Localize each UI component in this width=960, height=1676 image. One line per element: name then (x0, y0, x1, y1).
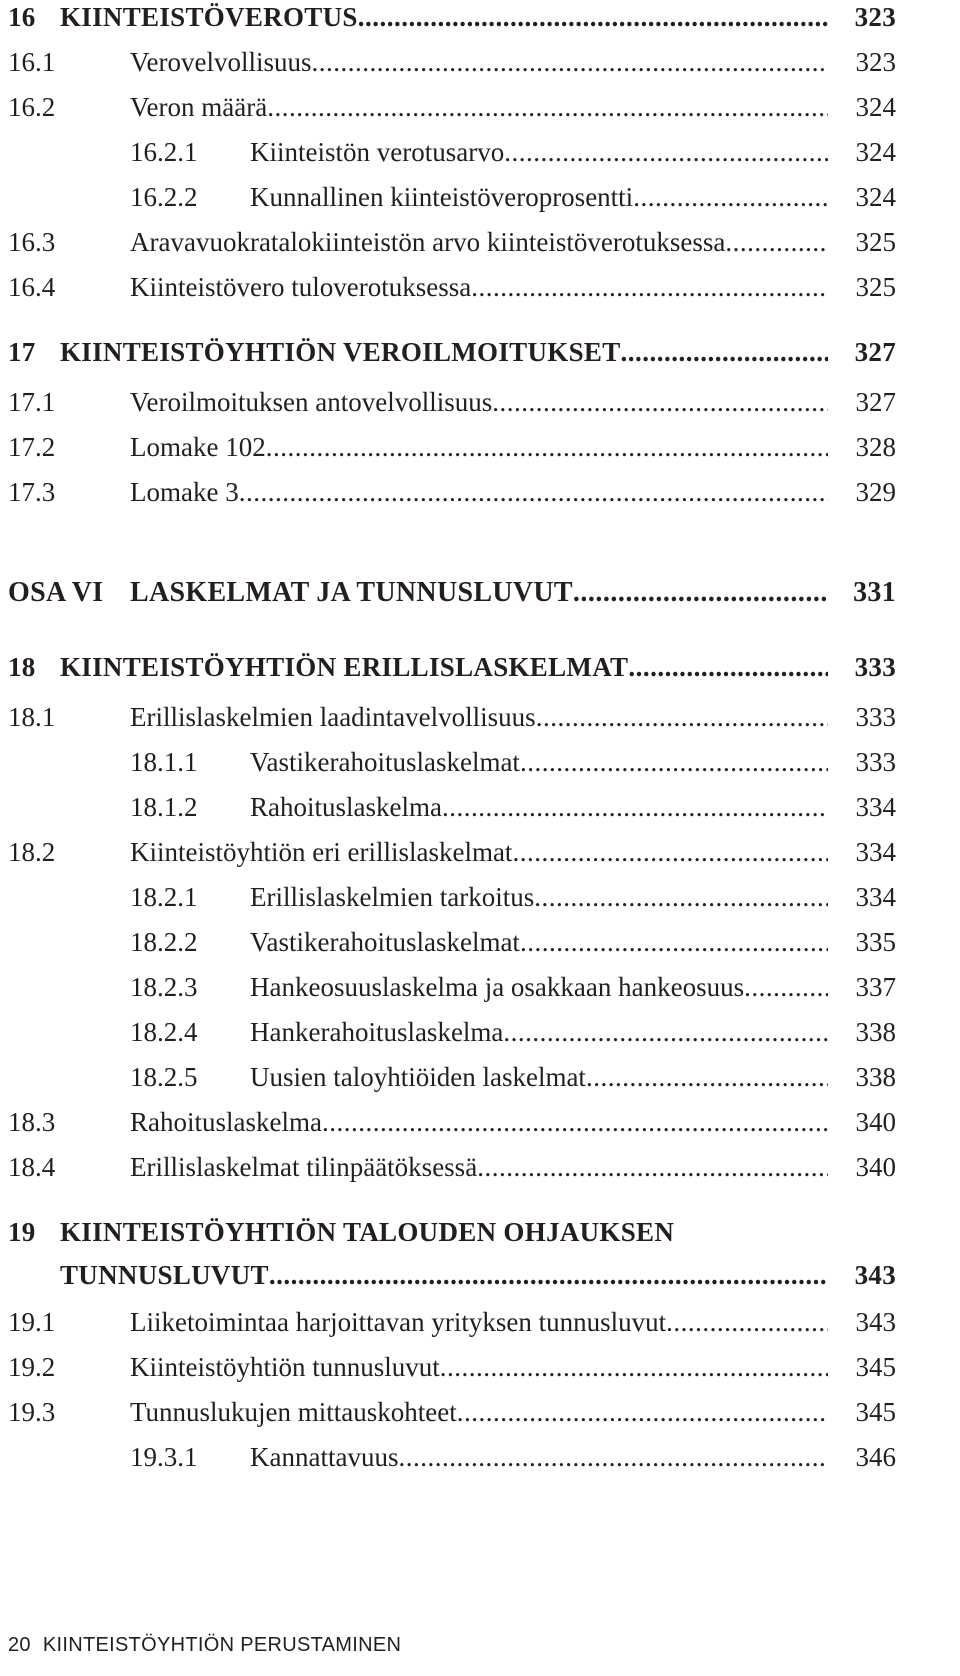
toc-entry-number: 19 (8, 1217, 36, 1247)
toc-entry-page: 345 (855, 1352, 896, 1382)
toc-entry-number: 17.3 (8, 477, 56, 507)
toc-entry-page: 333 (855, 747, 896, 777)
toc-entry-number: 18.1.2 (130, 792, 198, 822)
toc-entry-number: 18.1.1 (130, 747, 198, 777)
toc-entry-title: Hankerahoituslaskelma (250, 1017, 504, 1047)
toc-entry[interactable] (130, 927, 896, 971)
toc-entry-title: Vastikerahoituslaskelmat (250, 747, 520, 777)
toc-leader-dots (666, 1307, 828, 1338)
toc-leader-dots (266, 432, 828, 463)
toc-entry-title: Erillislaskelmat tilinpäätöksessä (130, 1152, 478, 1182)
toc-entry-number: 16.4 (8, 272, 56, 302)
toc-entry-title: Lomake 102 (130, 432, 266, 462)
toc-entry-page: 340 (855, 1107, 896, 1137)
toc-entry-page: 324 (855, 137, 896, 167)
toc-entry-number: 19.3 (8, 1397, 56, 1427)
toc-entry-number: 16.3 (8, 227, 56, 257)
toc-entry[interactable] (8, 1152, 896, 1196)
toc-entry-number: 18.2.4 (130, 1017, 198, 1047)
toc-leader-dots (492, 387, 828, 418)
toc-entry-number: 18.1 (8, 702, 56, 732)
toc-entry[interactable] (130, 792, 896, 836)
toc-entry-page: 325 (855, 272, 896, 302)
toc-leader-dots (504, 137, 828, 168)
toc-entry-page: 327 (855, 387, 896, 417)
toc-entry-number: 17.1 (8, 387, 56, 417)
toc-entry[interactable] (8, 1260, 896, 1304)
toc-entry-page: 333 (854, 652, 896, 682)
toc-entry-title: Kunnallinen kiinteistöveroprosentti (250, 182, 634, 212)
toc-entry-number: 16.2.2 (130, 182, 198, 212)
toc-entry-page: 345 (855, 1397, 896, 1427)
toc-entry-number: 16 (8, 2, 36, 32)
toc-entry-number: 19.3.1 (130, 1442, 198, 1472)
toc-entry[interactable] (8, 577, 896, 621)
toc-entry-page: 331 (853, 577, 896, 608)
toc-entry-number: OSA VI (8, 577, 104, 608)
toc-entry-title: KIINTEISTÖYHTIÖN ERILLISLASKELMAT (60, 652, 629, 682)
toc-leader-dots (573, 577, 828, 609)
toc-leader-dots (471, 272, 828, 303)
toc-leader-dots (269, 1260, 828, 1291)
toc-entry[interactable] (130, 747, 896, 791)
toc-leader-dots (312, 47, 829, 78)
toc-entry-title: Kiinteistövero tuloverotuksessa (130, 272, 472, 302)
toc-entry-page: 323 (855, 47, 896, 77)
toc-entry-title: KIINTEISTÖYHTIÖN TALOUDEN OHJAUKSEN (60, 1217, 675, 1247)
toc-entry[interactable] (8, 227, 896, 271)
toc-leader-dots (322, 1107, 828, 1138)
toc-leader-dots (586, 1062, 828, 1093)
footer-page-number: 20 (8, 1634, 31, 1656)
toc-entry-number: 16.2 (8, 92, 56, 122)
toc-entry-title: Tunnuslukujen mittauskohteet (130, 1397, 457, 1427)
toc-entry-title: Kiinteistön verotusarvo (250, 137, 505, 167)
toc-entry-number: 17 (8, 337, 36, 367)
toc-entry[interactable] (8, 702, 896, 746)
toc-entry[interactable] (8, 92, 896, 136)
toc-entry-title: Hankeosuuslaskelma ja osakkaan hankeosuus (250, 972, 745, 1002)
toc-entry[interactable] (8, 47, 896, 91)
toc-entry[interactable] (8, 387, 896, 431)
toc-entry-title: Verovelvollisuus (130, 47, 312, 77)
toc-entry-page: 324 (855, 92, 896, 122)
toc-entry-number: 18.2.2 (130, 927, 198, 957)
toc-leader-dots (536, 702, 828, 733)
toc-leader-dots (440, 1352, 828, 1383)
footer-book-title: KIINTEISTÖYHTIÖN PERUSTAMINEN (42, 1634, 402, 1656)
toc-entry-title: Rahoituslaskelma (130, 1107, 322, 1137)
toc-leader-dots (744, 972, 828, 1003)
toc-entry-page: 323 (854, 2, 896, 32)
toc-entry-number: 16.1 (8, 47, 56, 77)
toc-leader-dots (725, 227, 828, 258)
toc-entry-page: 327 (854, 337, 896, 367)
toc-entry-title: Aravavuokratalokiinteistön arvo kiinteistöverotuksessa (130, 227, 726, 257)
toc-leader-dots (239, 477, 828, 508)
toc-entry-title: Erillislaskelmien tarkoitus (250, 882, 535, 912)
toc-entry-title: Veron määrä (130, 92, 268, 122)
toc-entry[interactable] (8, 652, 896, 696)
toc-entry-number: 18.2.3 (130, 972, 198, 1002)
toc-entry-title: Uusien taloyhtiöiden laskelmat (250, 1062, 586, 1092)
toc-leader-dots (358, 2, 828, 33)
toc-entry[interactable] (8, 477, 896, 521)
toc-leader-dots (503, 1017, 828, 1048)
toc-entry-page: 334 (855, 792, 896, 822)
toc-entry-title: Liiketoimintaa harjoittavan yrityksen tunnusluvut (130, 1307, 667, 1337)
toc-entry-page: 333 (855, 702, 896, 732)
toc-entry[interactable] (8, 1217, 896, 1261)
toc-entry[interactable] (130, 972, 896, 1016)
toc-entry-page: 343 (854, 1260, 896, 1290)
toc-entry-title: Kiinteistöyhtiön eri erillislaskelmat (130, 837, 513, 867)
toc-entry-title: TUNNUSLUVUT (60, 1260, 269, 1290)
toc-leader-dots (512, 837, 828, 868)
toc-entry[interactable] (8, 1107, 896, 1151)
toc-leader-dots (534, 882, 828, 913)
toc-entry-page: 338 (855, 1062, 896, 1092)
toc-entry[interactable] (130, 182, 896, 226)
toc-entry-page: 325 (855, 227, 896, 257)
toc-entry-number: 18.4 (8, 1152, 56, 1182)
toc-entry-title: KIINTEISTÖVEROTUS (60, 2, 358, 32)
toc-leader-dots (633, 182, 828, 213)
toc-entry[interactable] (8, 1397, 896, 1441)
toc-leader-dots (520, 927, 828, 958)
toc-entry-page: 335 (855, 927, 896, 957)
toc-entry-title: LASKELMAT JA TUNNUSLUVUT (130, 577, 573, 608)
toc-entry-number: 18.2 (8, 837, 56, 867)
toc-entry-page: 334 (855, 837, 896, 867)
toc-entry[interactable] (8, 837, 896, 881)
toc-entry-page: 324 (855, 182, 896, 212)
toc-entry-number: 18 (8, 652, 36, 682)
toc-leader-dots (520, 747, 828, 778)
toc-entry-number: 18.3 (8, 1107, 56, 1137)
toc-entry-title: Veroilmoituksen antovelvollisuus (130, 387, 493, 417)
toc-entry[interactable] (130, 1017, 896, 1061)
toc-entry[interactable] (8, 1352, 896, 1396)
toc-entry-title: Rahoituslaskelma (250, 792, 442, 822)
toc-leader-dots (457, 1397, 828, 1428)
toc-entry-page: 328 (855, 432, 896, 462)
toc-entry[interactable] (8, 337, 896, 381)
toc-leader-dots (477, 1152, 828, 1183)
toc-entry[interactable] (130, 1442, 896, 1486)
toc-entry-title: Vastikerahoituslaskelmat (250, 927, 520, 957)
toc-entry[interactable] (8, 2, 896, 46)
toc-leader-dots (267, 92, 828, 123)
toc-leader-dots (621, 337, 828, 368)
toc-entry-page: 334 (855, 882, 896, 912)
toc-entry[interactable] (130, 137, 896, 181)
toc-entry-title: Kiinteistöyhtiön tunnusluvut (130, 1352, 440, 1382)
toc-entry[interactable] (8, 272, 896, 316)
page-footer (8, 1634, 401, 1657)
toc-entry-page: 346 (855, 1442, 896, 1472)
toc-entry-number: 18.2.1 (130, 882, 198, 912)
toc-entry[interactable] (130, 882, 896, 926)
toc-entry-number: 16.2.1 (130, 137, 198, 167)
toc-leader-dots (398, 1442, 828, 1473)
toc-entry-number: 19.2 (8, 1352, 56, 1382)
toc-entry-number: 17.2 (8, 432, 56, 462)
toc-entry-title: Lomake 3 (130, 477, 239, 507)
toc-leader-dots (628, 652, 828, 683)
toc-entry-page: 340 (855, 1152, 896, 1182)
toc-entry-page: 338 (855, 1017, 896, 1047)
toc-entry-number: 18.2.5 (130, 1062, 198, 1092)
toc-entry-title: KIINTEISTÖYHTIÖN VEROILMOITUKSET (60, 337, 621, 367)
toc-entry-title: Erillislaskelmien laadintavelvollisuus (130, 702, 536, 732)
toc-entry-page: 329 (855, 477, 896, 507)
toc-entry-page: 343 (855, 1307, 896, 1337)
toc-entry-number: 19.1 (8, 1307, 56, 1337)
toc-entry-page: 337 (855, 972, 896, 1002)
toc-entry-title: Kannattavuus (250, 1442, 399, 1472)
toc-entry[interactable] (130, 1062, 896, 1106)
toc-entry[interactable] (8, 432, 896, 476)
toc-entry[interactable] (8, 1307, 896, 1351)
toc-leader-dots (442, 792, 828, 823)
